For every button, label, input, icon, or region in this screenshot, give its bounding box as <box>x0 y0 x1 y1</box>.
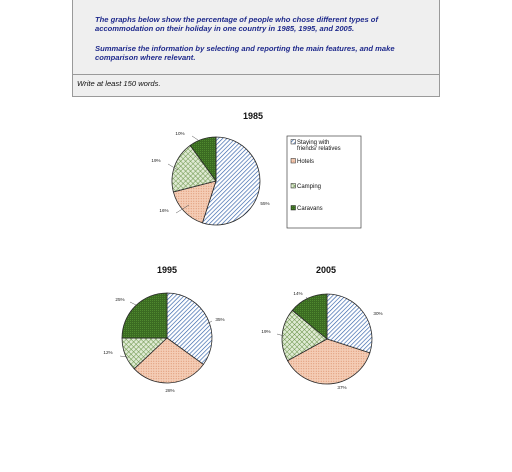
data-label-hotels: 16% <box>159 208 169 213</box>
legend-swatch-caravans <box>291 206 296 211</box>
legend-swatch-hotels <box>291 159 296 164</box>
data-label-caravans: 10% <box>175 131 185 136</box>
data-label-staying: 30% <box>373 311 383 316</box>
word-count-note: Write at least 150 words. <box>77 79 161 88</box>
task-instruction: The graphs below show the percentage of people who chose different types of accommodation on their holiday in one country in 1985, 1995, and 2005. <box>95 15 378 33</box>
legend-label-camping: Camping <box>297 184 322 190</box>
chart-title: 2005 <box>315 265 337 275</box>
data-label-caravans: 25% <box>115 297 125 302</box>
data-label-hotels: 37% <box>337 385 347 390</box>
data-label-camping: 19% <box>151 158 161 163</box>
pie-chart-1995 <box>103 265 224 393</box>
data-label-camping: 19% <box>261 329 271 334</box>
chart-title: 1985 <box>242 111 264 121</box>
task-summary-instruction: Summarise the information by selecting and reporting the main features, and make comparison where relevant. <box>95 44 395 62</box>
pie-chart-1985 <box>151 111 269 225</box>
legend-label-staying: Staying with <box>297 140 330 146</box>
legend-label-caravans: Caravans <box>297 206 323 212</box>
pie-slice-caravans <box>122 293 167 338</box>
data-label-staying: 55% <box>260 201 270 206</box>
legend-swatch-camping <box>291 184 296 189</box>
data-label-staying: 35% <box>215 317 225 322</box>
chart-title: 1995 <box>156 265 178 275</box>
leader-line <box>192 136 198 140</box>
leader-line <box>130 302 136 305</box>
data-label-hotels: 28% <box>165 388 175 393</box>
legend <box>287 136 361 228</box>
data-label-camping: 12% <box>103 350 113 355</box>
legend-swatch-staying <box>291 140 296 145</box>
data-label-caravans: 14% <box>293 291 303 296</box>
legend-label-staying: friends/ relatives <box>297 146 341 153</box>
legend-label-hotels: Hotels <box>297 159 315 165</box>
pie-chart-2005 <box>261 265 382 390</box>
